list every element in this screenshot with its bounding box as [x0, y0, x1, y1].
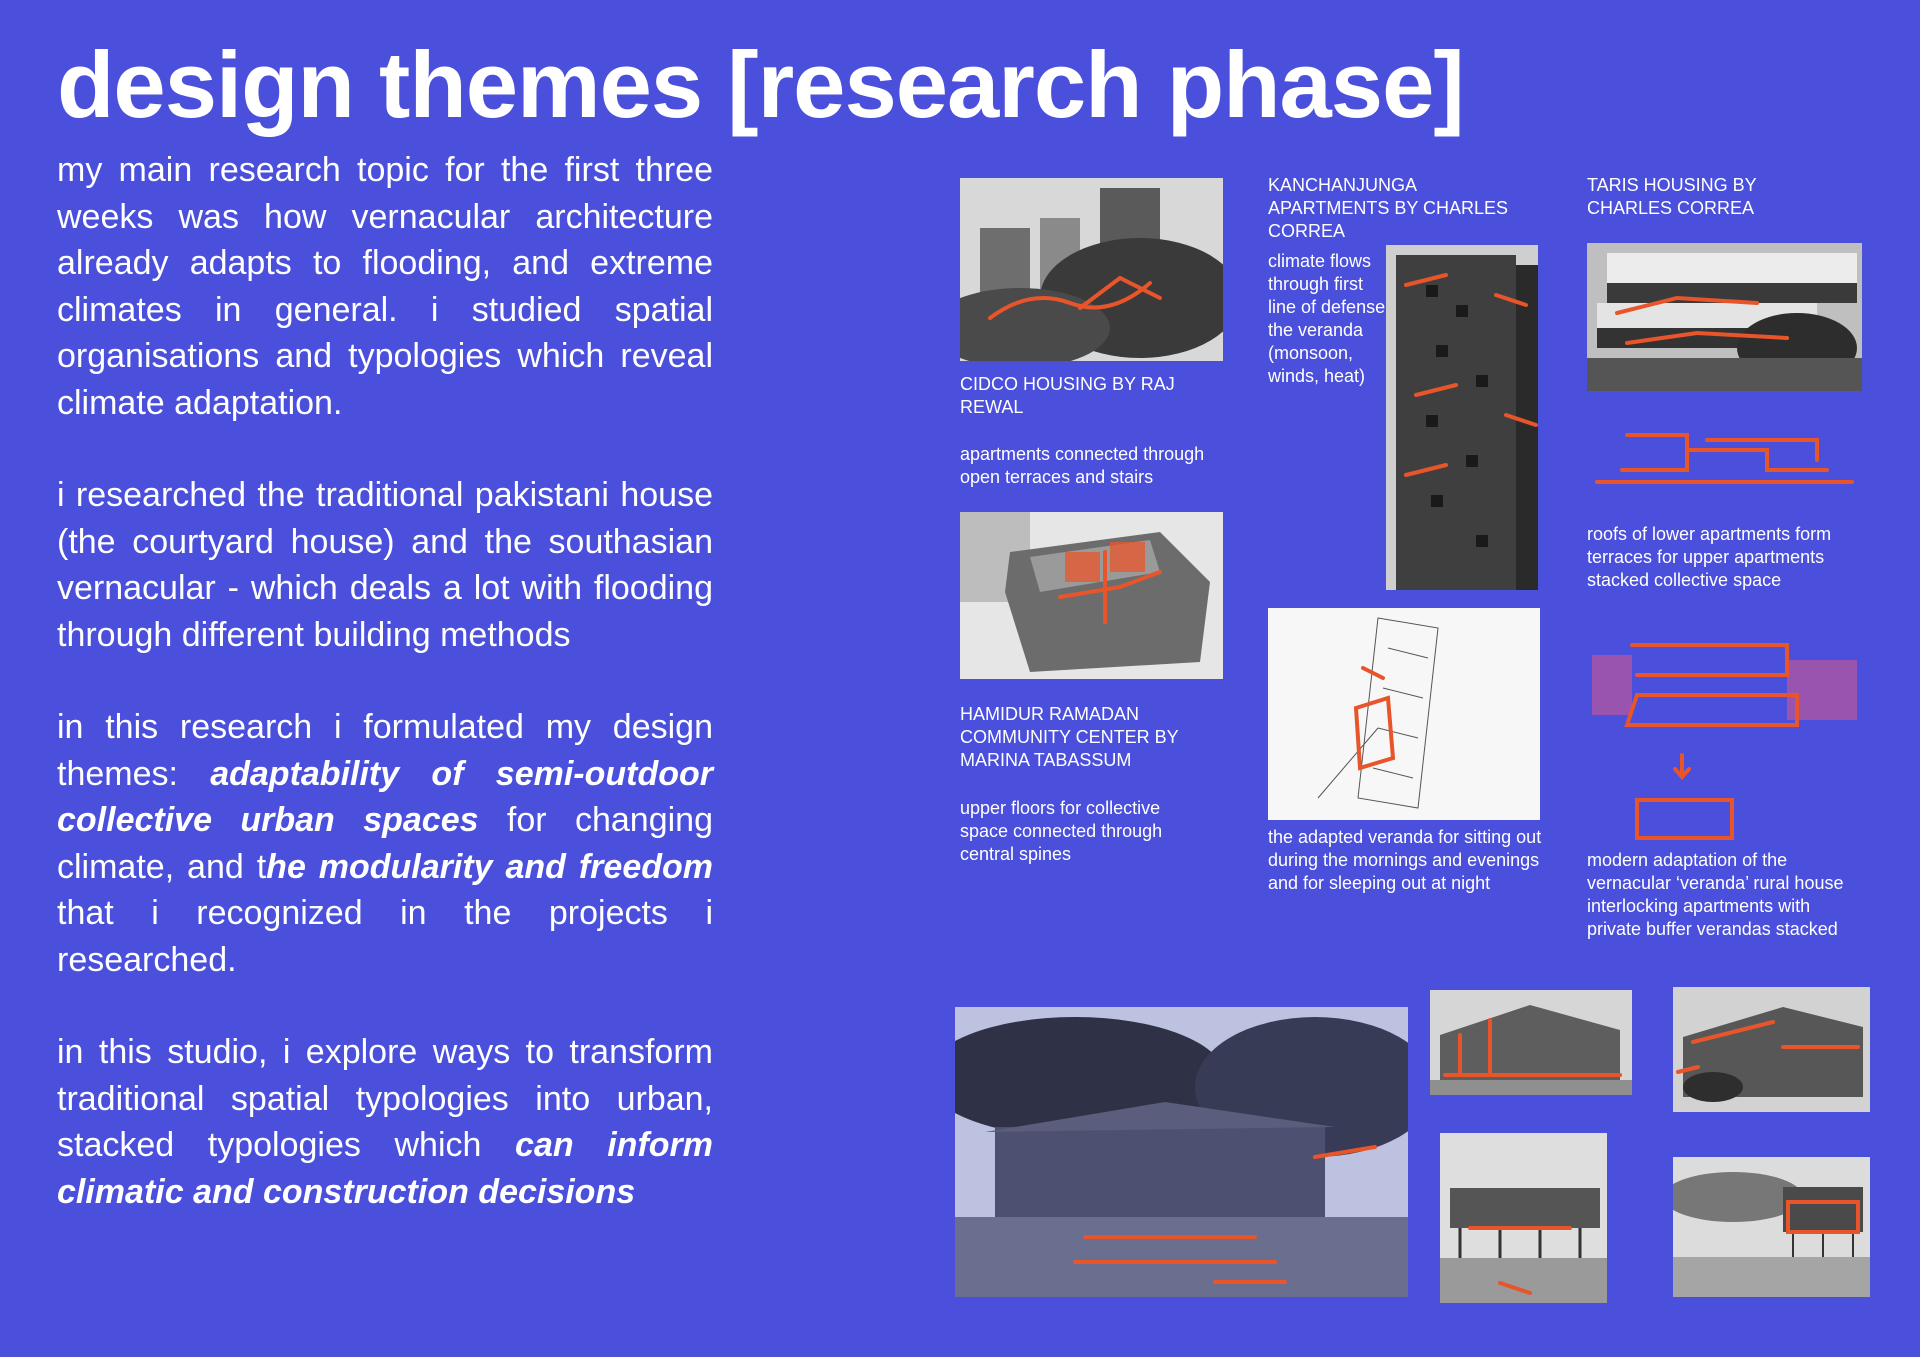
intro-paragraph-1: my main research topic for the first three weeks was how vernacular architecture already adapts to flooding, and extreme climates in general. i studied spatial organisations and typologies which reveal climate adaptation. [57, 151, 713, 422]
taris-photo [1587, 243, 1862, 391]
taris-desc: roofs of lower apartments form terraces for upper apartments stacked collective space [1587, 524, 1832, 590]
intro-paragraph-3: in this research i formulated my design themes: adaptability of semi-outdoor collective urban spaces for changing climate, and the modularity and freedom that i recognized in the projects i researched. [57, 708, 714, 979]
veranda-plan-sketch [1587, 635, 1862, 840]
hamidur-render [960, 512, 1223, 679]
page-title: design themes [research phase] [57, 32, 1464, 137]
taris-title: TARIS HOUSING BY CHARLES CORREA [1587, 175, 1757, 218]
elevated-house-photo-1 [1430, 990, 1632, 1095]
intro-paragraph-4: in this studio, i explore ways to transform traditional spatial typologies into urban, stacked typologies which can inform climatic and construction decisions [57, 1033, 713, 1211]
hamidur-title: HAMIDUR RAMADAN COMMUNITY CENTER BY MARINA TABASSUM [960, 704, 1179, 770]
veranda-section-drawing [1268, 608, 1540, 820]
cidco-title: CIDCO HOUSING BY RAJ REWAL [960, 374, 1175, 417]
kanchanjunga-desc: climate flows through first line of defense the veranda (monsoon, winds, heat) [1268, 251, 1386, 386]
hamidur-desc: upper floors for collective space connected through central spines [960, 798, 1163, 864]
intro-text [57, 147, 713, 1261]
taris-section-sketch [1587, 420, 1862, 490]
cidco-desc: apartments connected through open terraces and stairs [960, 444, 1205, 487]
stilt-house-photo-2 [1673, 1157, 1870, 1297]
elevated-house-photo-2 [1673, 987, 1870, 1112]
intro-paragraph-2: i researched the traditional pakistani house (the courtyard house) and the southasian vernacular - which deals a lot with flooding through different building methods [57, 476, 713, 654]
stilt-house-photo-1 [1440, 1133, 1607, 1303]
modern-adaptation-desc: modern adaptation of the vernacular ‘veranda’ rural house interlocking apartments with private buffer verandas stacked [1587, 850, 1844, 939]
kanchanjunga-photo [1386, 245, 1538, 590]
flood-house-photo [955, 1007, 1408, 1297]
veranda-desc: the adapted veranda for sitting out during the mornings and evenings and for sleeping out at night [1268, 827, 1542, 893]
cidco-photo [960, 178, 1223, 361]
kanchanjunga-title: KANCHANJUNGA APARTMENTS BY CHARLES CORREA [1268, 175, 1509, 241]
